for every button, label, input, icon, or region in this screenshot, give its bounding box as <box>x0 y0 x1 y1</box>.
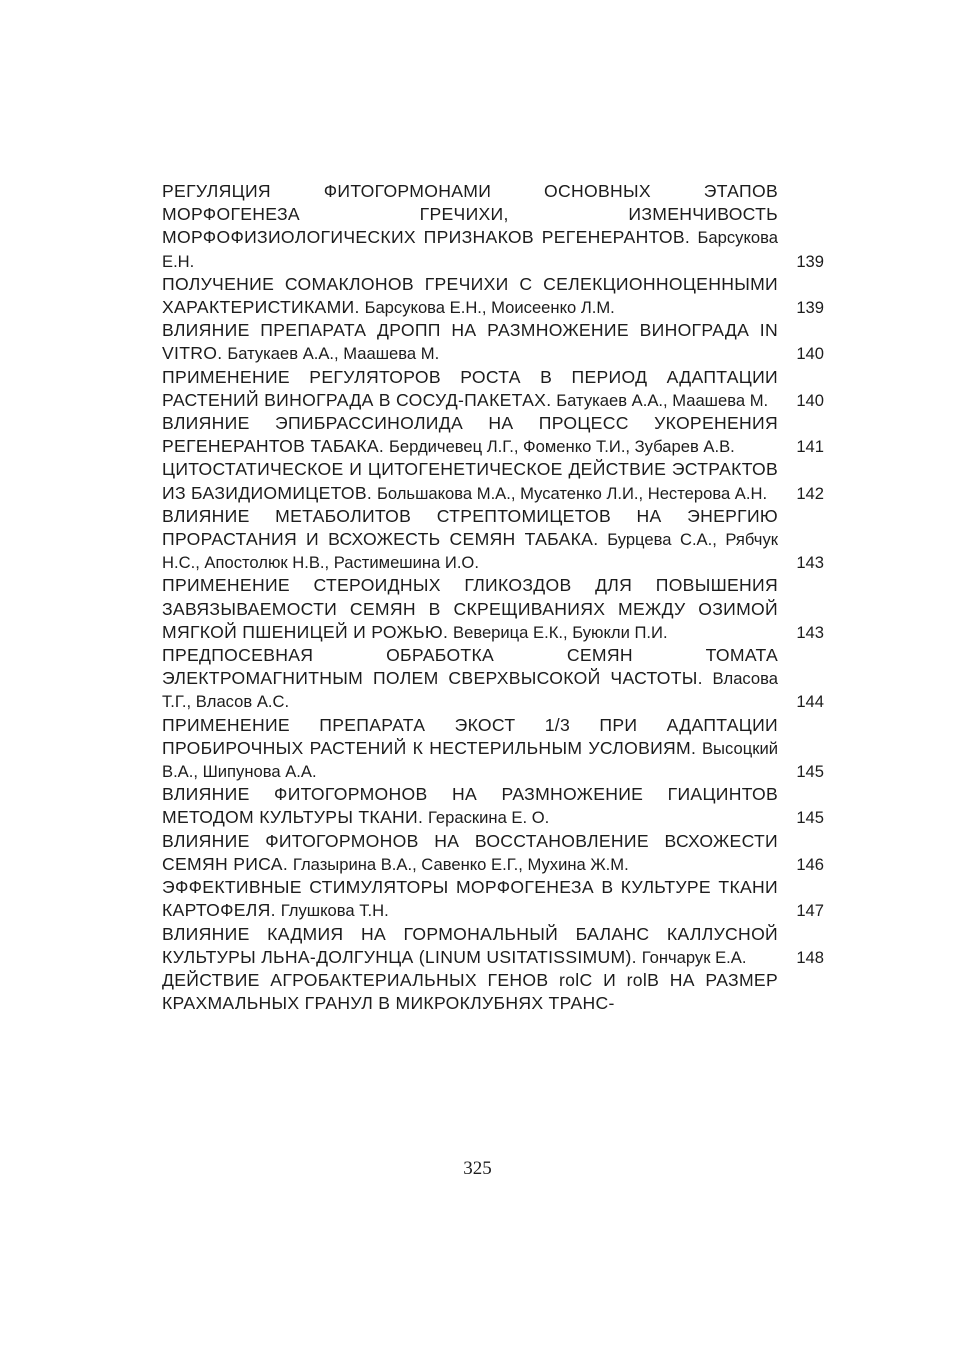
toc-entry-text <box>162 273 778 319</box>
toc-entry <box>162 714 824 784</box>
entry-page-number: 146 <box>796 854 824 874</box>
entry-title: ПРЕДПОСЕВНАЯ ОБРАБОТКА СЕМЯН ТОМАТА ЭЛЕКТРОМАГНИТНЫМ ПОЛЕМ СВЕРХВЫСОКОЙ ЧАСТОТЫ. <box>162 645 778 689</box>
entry-title: ВЛИЯНИЕ ЭПИБРАССИНОЛИДА НА ПРОЦЕСС УКОРЕНЕНИЯ РЕГЕНЕРАНТОВ ТАБАКА. <box>162 413 778 457</box>
entry-title: ВЛИЯНИЕ МЕТАБОЛИТОВ СТРЕПТОМИЦЕТОВ НА ЭНЕРГИЮ ПРОРАСТАНИЯ И ВСХОЖЕСТЬ СЕМЯН ТАБАКА. <box>162 505 778 550</box>
entry-title: ВЛИЯНИЕ КАДМИЯ НА ГОРМОНАЛЬНЫЙ БАЛАНС КАЛЛУСНОЙ КУЛЬТУРЫ ЛЬНА-ДОЛГУНЦА (LINUM USITATISSIMUM). <box>162 923 778 967</box>
toc-entry-text <box>162 644 778 714</box>
entry-page-number: 144 <box>796 692 824 712</box>
entry-authors: Батукаев А.А., Маашева М. <box>227 344 440 364</box>
entry-authors: Бердичевец Л.Г., Фоменко Т.И., Зубарев А.В. <box>389 437 735 457</box>
entry-authors: Гончарук Е.А. <box>641 947 747 967</box>
entry-authors: Власова Т.Г., Власов А.С. <box>162 669 778 712</box>
entry-page-number: 143 <box>796 553 824 573</box>
entry-page-number: 139 <box>796 298 824 318</box>
entry-page-number: 143 <box>796 622 824 642</box>
entry-page-number: 141 <box>796 437 824 457</box>
toc-entry <box>162 273 824 319</box>
entry-authors: Веверица Е.К., Буюкли П.И. <box>453 622 668 642</box>
entry-page-number: 147 <box>796 901 824 921</box>
entry-authors: Большакова М.А., Мусатенко Л.И., Нестерова А.Н. <box>376 483 768 503</box>
toc-entry-text <box>162 923 778 969</box>
entry-authors: Высоцкий В.А., Шипунова А.А. <box>162 738 778 782</box>
entry-authors: Барсукова Е.Н., Моисеенко Л.М. <box>364 298 615 318</box>
entry-page-number: 139 <box>796 251 824 271</box>
entry-page-number: 145 <box>796 808 824 828</box>
entry-page-number: 140 <box>796 390 824 410</box>
page-number: 325 <box>463 1158 492 1179</box>
entry-title: ВЛИЯНИЕ ФИТОГОРМОНОВ НА ВОССТАНОВЛЕНИЕ ВСХОЖЕСТИ СЕМЯН РИСА. <box>162 830 778 874</box>
toc-entry <box>162 830 824 876</box>
entry-authors: Глушкова Т.Н. <box>280 901 389 921</box>
toc-entry-text <box>162 366 778 412</box>
entry-page-number: 145 <box>796 762 824 782</box>
entry-page-number: 148 <box>796 947 824 967</box>
toc-entry-text <box>162 783 778 829</box>
entry-title: ЦИТОСТАТИЧЕСКОЕ И ЦИТОГЕНЕТИЧЕСКОЕ ДЕЙСТВИЕ ЭСТРАКТОВ ИЗ БАЗИДИОМИЦЕТОВ. <box>162 459 778 503</box>
toc-entry <box>162 876 824 922</box>
toc-entry-text <box>162 180 778 273</box>
entry-title: ВЛИЯНИЕ ФИТОГОРМОНОВ НА РАЗМНОЖЕНИЕ ГИАЦИНТОВ МЕТОДОМ КУЛЬТУРЫ ТКАНИ. <box>162 784 778 828</box>
entry-title: ЭФФЕКТИВНЫЕ СТИМУЛЯТОРЫ МОРФОГЕНЕЗА В КУЛЬТУРЕ ТКАНИ КАРТОФЕЛЯ. <box>162 877 778 921</box>
toc-entry-text <box>162 505 778 575</box>
table-of-contents <box>162 180 824 1015</box>
toc-entry <box>162 644 824 714</box>
toc-entry <box>162 458 824 504</box>
entry-authors: Бурцева С.А., Рябчук Н.С., Апостолюк Н.В., Растимешина И.О. <box>162 530 778 573</box>
toc-entry-text <box>162 969 778 1015</box>
entry-page-number: 140 <box>796 344 824 364</box>
toc-entry <box>162 783 824 829</box>
toc-entry <box>162 319 824 365</box>
entry-authors: Батукаев А.А., Маашева М. <box>556 390 769 410</box>
entry-authors: Глазырина В.А., Савенко Е.Г., Мухина Ж.М. <box>292 854 629 874</box>
toc-entry-text <box>162 830 778 876</box>
entry-title: ВЛИЯНИЕ ПРЕПАРАТА ДРОПП НА РАЗМНОЖЕНИЕ ВИНОГРАДА IN VITRO. <box>162 320 778 364</box>
toc-entry-text <box>162 574 778 644</box>
entry-title: РЕГУЛЯЦИЯ ФИТОГОРМОНАМИ ОСНОВНЫХ ЭТАПОВ МОРФОГЕНЕЗА ГРЕЧИХИ, ИЗМЕНЧИВОСТЬ МОРФОФИЗИОЛОГИЧЕСКИХ ПРИЗНАКОВ РЕГЕНЕРАНТОВ. <box>162 181 778 248</box>
entry-title: ПРИМЕНЕНИЕ ПРЕПАРАТА ЭКОСТ 1/3 ПРИ АДАПТАЦИИ ПРОБИРОЧНЫХ РАСТЕНИЙ К НЕСТЕРИЛЬНЫМ УСЛОВИЯМ. <box>162 714 778 758</box>
entry-page-number: 142 <box>796 483 824 503</box>
toc-entry-text <box>162 714 778 784</box>
toc-entry <box>162 505 824 575</box>
entry-title: ДЕЙСТВИЕ АГРОБАКТЕРИАЛЬНЫХ ГЕНОВ rolC И rolB НА РАЗМЕР КРАХМАЛЬНЫХ ГРАНУЛ В МИКРОКЛУБНЯХ ТРАНС- <box>162 969 778 1014</box>
entry-authors: Барсукова Е.Н. <box>162 228 778 271</box>
entry-title: ПРИМЕНЕНИЕ СТЕРОИДНЫХ ГЛИКОЗДОВ ДЛЯ ПОВЫШЕНИЯ ЗАВЯЗЫВАЕМОСТИ СЕМЯН В СКРЕЩИВАНИЯХ МЕЖДУ ОЗИМОЙ МЯГКОЙ ПШЕНИЦЕЙ И РОЖЬЮ. <box>162 575 778 642</box>
toc-entry <box>162 366 824 412</box>
toc-entry-text <box>162 876 778 922</box>
entry-title: ПОЛУЧЕНИЕ СОМАКЛОНОВ ГРЕЧИХИ С СЕЛЕКЦИОННОЦЕННЫМИ ХАРАКТЕРИСТИКАМИ. <box>162 273 778 318</box>
toc-entry-text <box>162 319 778 365</box>
toc-entry-text <box>162 412 778 458</box>
entry-authors: Гераскина Е. О. <box>428 808 550 828</box>
entry-title: ПРИМЕНЕНИЕ РЕГУЛЯТОРОВ РОСТА В ПЕРИОД АДАПТАЦИИ РАСТЕНИЙ ВИНОГРАДА В СОСУД-ПАКЕТАХ. <box>162 366 778 410</box>
toc-entry <box>162 412 824 458</box>
toc-entry <box>162 923 824 969</box>
toc-entry <box>162 574 824 644</box>
toc-entry <box>162 180 824 273</box>
toc-entry-text <box>162 458 778 504</box>
toc-entry <box>162 969 824 1015</box>
